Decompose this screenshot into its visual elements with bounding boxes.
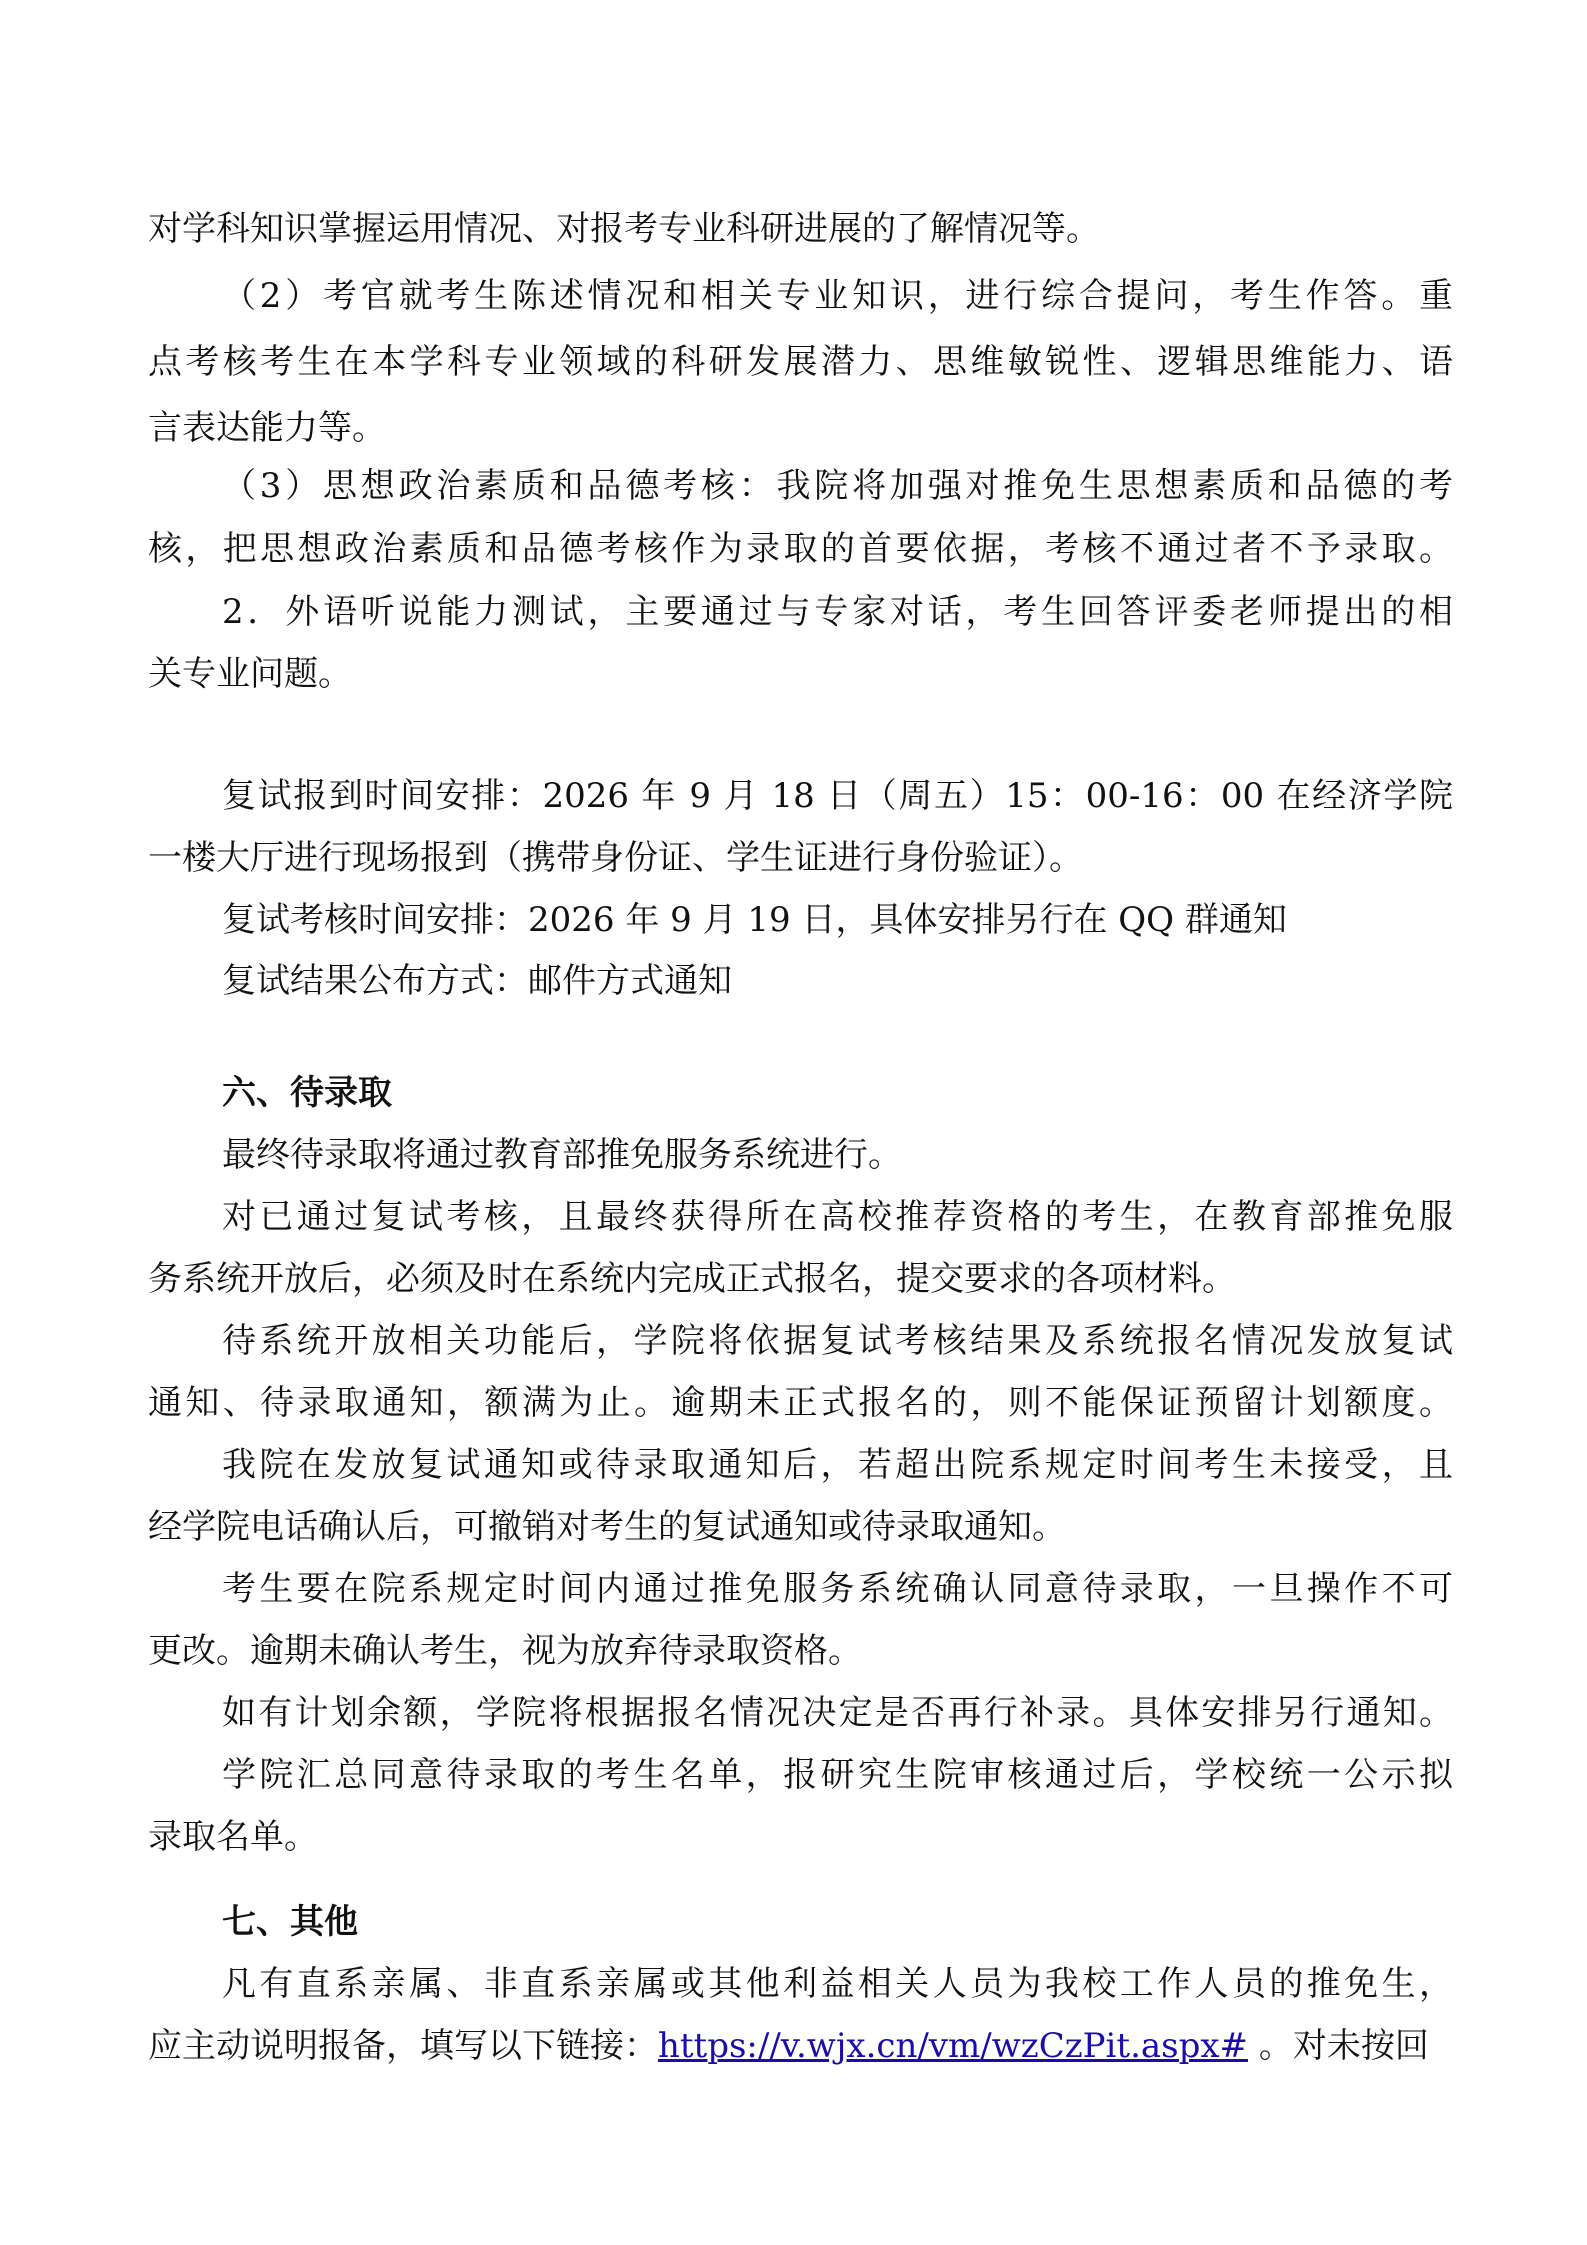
paragraph-line: 待系统开放相关功能后，学院将依据复试考核结果及系统报名情况发放复试 xyxy=(222,1321,1453,1361)
paragraph-line: （2）考官就考生陈述情况和相关专业知识，进行综合提问，考生作答。重 xyxy=(222,276,1453,316)
paragraph-line: 通知、待录取通知，额满为止。逾期未正式报名的，则不能保证预留计划额度。 xyxy=(148,1383,1453,1423)
paragraph-line: 凡有直系亲属、非直系亲属或其他利益相关人员为我校工作人员的推免生， xyxy=(222,1964,1453,2004)
paragraph-text: 。对未按回 xyxy=(1248,2026,1429,2066)
section-heading: 七、其他 xyxy=(222,1902,358,1942)
paragraph-line: 经学院电话确认后，可撤销对考生的复试通知或待录取通知。 xyxy=(148,1507,1066,1547)
paragraph-line-with-link xyxy=(148,2022,1453,2070)
paragraph-line: 关专业问题。 xyxy=(148,654,352,694)
survey-link[interactable]: https://v.wjx.cn/vm/wzCzPit.aspx# xyxy=(658,2026,1249,2066)
paragraph-text: 应主动说明报备，填写以下链接： xyxy=(148,2026,658,2066)
paragraph-line: 对已通过复试考核，且最终获得所在高校推荐资格的考生，在教育部推免服 xyxy=(222,1197,1453,1237)
schedule-report-line: 一楼大厅进行现场报到（携带身份证、学生证进行身份验证）。 xyxy=(148,838,1083,878)
paragraph-line: 言表达能力等。 xyxy=(148,408,386,448)
paragraph-line: 务系统开放后，必须及时在系统内完成正式报名，提交要求的各项材料。 xyxy=(148,1259,1236,1299)
paragraph-line: 对学科知识掌握运用情况、对报考专业科研进展的了解情况等。 xyxy=(148,209,1100,249)
paragraph-line: （3）思想政治素质和品德考核：我院将加强对推免生思想素质和品德的考 xyxy=(222,466,1453,506)
schedule-exam-line: 复试考核时间安排：2026 年 9 月 19 日，具体安排另行在 QQ 群通知 xyxy=(222,900,1287,940)
paragraph-line: 核，把思想政治素质和品德考核作为录取的首要依据，考核不通过者不予录取。 xyxy=(148,529,1453,569)
schedule-report-line: 复试报到时间安排：2026 年 9 月 18 日（周五）15：00-16：00 在经济学院 xyxy=(222,776,1453,816)
paragraph-line: 学院汇总同意待录取的考生名单，报研究生院审核通过后，学校统一公示拟 xyxy=(222,1755,1453,1795)
schedule-result-line: 复试结果公布方式：邮件方式通知 xyxy=(222,961,732,1001)
paragraph-line: 点考核考生在本学科专业领域的科研发展潜力、思维敏锐性、逻辑思维能力、语 xyxy=(148,342,1453,382)
paragraph-line: 更改。逾期未确认考生，视为放弃待录取资格。 xyxy=(148,1631,862,1671)
paragraph-line: 我院在发放复试通知或待录取通知后，若超出院系规定时间考生未接受，且 xyxy=(222,1445,1453,1485)
paragraph-line: 2．外语听说能力测试，主要通过与专家对话，考生回答评委老师提出的相 xyxy=(222,592,1453,632)
section-heading: 六、待录取 xyxy=(222,1073,392,1113)
paragraph-line: 录取名单。 xyxy=(148,1817,318,1857)
paragraph-line: 考生要在院系规定时间内通过推免服务系统确认同意待录取，一旦操作不可 xyxy=(222,1569,1453,1609)
paragraph-line: 如有计划余额，学院将根据报名情况决定是否再行补录。具体安排另行通知。 xyxy=(222,1693,1453,1733)
paragraph-line: 最终待录取将通过教育部推免服务系统进行。 xyxy=(222,1135,902,1175)
